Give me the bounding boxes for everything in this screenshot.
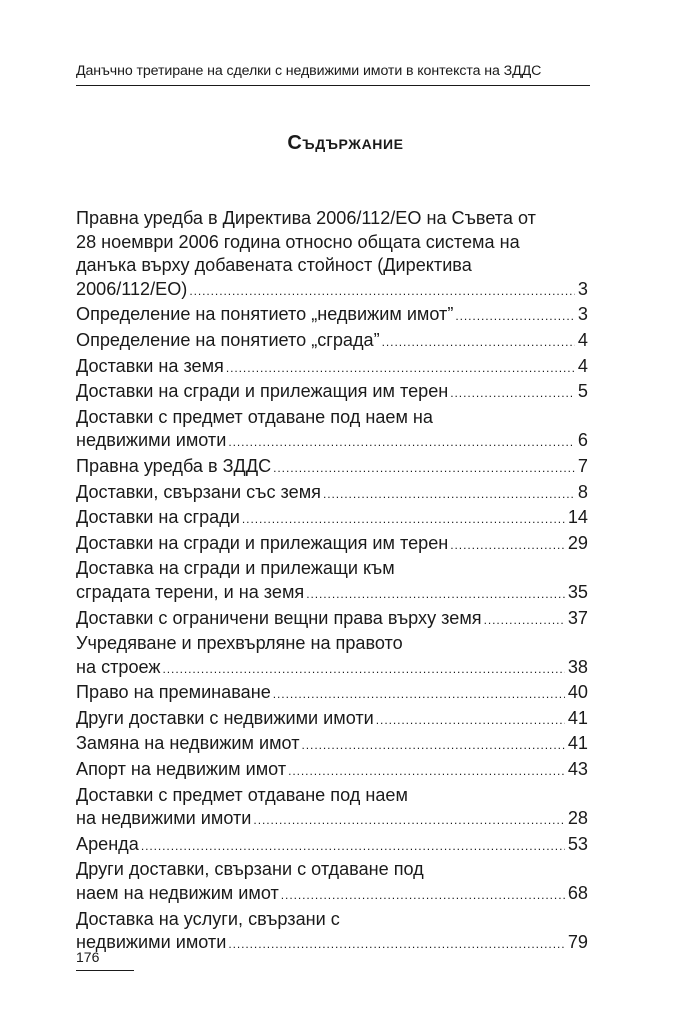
toc-page-number: 4 bbox=[577, 329, 588, 350]
toc-entry-lastline bbox=[76, 481, 588, 507]
toc-dot-leader bbox=[450, 382, 575, 406]
toc-entry-title: наем на недвижим имот bbox=[76, 883, 279, 904]
toc-entry-line: Доставки с предмет отдаване под наем на bbox=[76, 406, 433, 427]
toc-entry bbox=[76, 732, 588, 758]
toc-page-number: 43 bbox=[567, 759, 588, 780]
toc-entry-title: Доставки на земя bbox=[76, 355, 224, 376]
toc-dot-leader bbox=[226, 357, 575, 381]
toc-entry-lastline bbox=[76, 833, 588, 859]
toc-entry bbox=[76, 532, 588, 558]
toc-entry bbox=[76, 406, 588, 455]
toc-entry-title: Право на преминаване bbox=[76, 682, 271, 703]
toc-entry bbox=[76, 557, 588, 606]
toc-page-number: 41 bbox=[567, 733, 588, 754]
toc-entry-lastline bbox=[76, 681, 588, 707]
toc-entry-title: Аренда bbox=[76, 833, 139, 854]
toc-page-number: 5 bbox=[577, 381, 588, 402]
toc-page-number: 37 bbox=[567, 607, 588, 628]
page-number: 176 bbox=[76, 949, 100, 965]
toc-entry-line: 28 ноември 2006 година относно общата система на bbox=[76, 231, 520, 252]
toc-page-number: 28 bbox=[567, 808, 588, 829]
toc-entry-line: Доставки с предмет отдаване под наем bbox=[76, 784, 408, 805]
toc-dot-leader bbox=[306, 583, 565, 607]
toc-entry-lastline bbox=[76, 329, 588, 355]
toc-page-number: 3 bbox=[577, 304, 588, 325]
toc-entry-title: Други доставки с недвижими имоти bbox=[76, 707, 374, 728]
toc-page-number: 79 bbox=[567, 932, 588, 953]
toc-page-number: 4 bbox=[577, 355, 588, 376]
toc-entry-title: на строеж bbox=[76, 656, 161, 677]
toc-entry-title: Доставки на сгради bbox=[76, 507, 240, 528]
toc-page-number: 35 bbox=[567, 581, 588, 602]
toc-entry bbox=[76, 481, 588, 507]
toc-entry bbox=[76, 303, 588, 329]
toc-entry-lastline bbox=[76, 758, 588, 784]
toc-page-number: 6 bbox=[577, 430, 588, 451]
toc-entry bbox=[76, 355, 588, 381]
toc-dot-leader bbox=[281, 884, 565, 908]
toc-entry bbox=[76, 455, 588, 481]
toc-entry-lastline bbox=[76, 278, 588, 304]
toc-entry-line: данъка върху добавената стойност (Директива bbox=[76, 255, 472, 276]
toc-dot-leader bbox=[189, 280, 575, 304]
toc-entry-lastline bbox=[76, 882, 588, 908]
toc-entry bbox=[76, 681, 588, 707]
toc-page-number: 41 bbox=[567, 707, 588, 728]
toc-entry-title: Апорт на недвижим имот bbox=[76, 759, 287, 780]
toc-entry-line: Други доставки, свързани с отдаване под bbox=[76, 859, 424, 880]
toc-entry-title: Определение на понятието „недвижим имот” bbox=[76, 304, 454, 325]
toc-dot-leader bbox=[450, 534, 565, 558]
toc-entry-lastline bbox=[76, 303, 588, 329]
toc-entry bbox=[76, 380, 588, 406]
toc-entry-lastline bbox=[76, 380, 588, 406]
toc-entry bbox=[76, 632, 588, 681]
toc-entry-title: недвижими имоти bbox=[76, 932, 227, 953]
toc-entry-title: сградата терени, и на земя bbox=[76, 581, 305, 602]
toc-dot-leader bbox=[288, 760, 565, 784]
toc-entry-lastline bbox=[76, 807, 588, 833]
toc-entry-lastline bbox=[76, 532, 588, 558]
toc-entry-line: Правна уредба в Директива 2006/112/ЕО на Съвета от bbox=[76, 208, 536, 228]
toc-entry bbox=[76, 858, 588, 907]
toc-entry bbox=[76, 207, 588, 303]
toc-entry-line: Доставка на услуги, свързани с bbox=[76, 908, 340, 929]
toc-entry-title: Правна уредба в ЗДДС bbox=[76, 455, 272, 476]
toc-entry-lastline bbox=[76, 607, 588, 633]
toc-entry-title: недвижими имоти bbox=[76, 430, 227, 451]
toc-dot-leader bbox=[273, 457, 575, 481]
toc-entry bbox=[76, 908, 588, 957]
page-title: Съдържание bbox=[287, 132, 404, 154]
toc-entry-lastline bbox=[76, 355, 588, 381]
toc-dot-leader bbox=[376, 709, 565, 733]
toc-entry-lastline bbox=[76, 931, 588, 957]
toc-page-number: 8 bbox=[577, 481, 588, 502]
toc-entry-title: Определение на понятието „сграда” bbox=[76, 329, 380, 350]
toc-entry-lastline bbox=[76, 581, 588, 607]
toc-dot-leader bbox=[382, 331, 575, 355]
toc-entry bbox=[76, 329, 588, 355]
toc-page-number: 68 bbox=[567, 883, 588, 904]
toc-dot-leader bbox=[484, 609, 565, 633]
toc-entry-line: Доставка на сгради и прилежащи към bbox=[76, 558, 395, 579]
toc-entry-title: Доставки на сгради и прилежащия им терен bbox=[76, 381, 449, 402]
toc-entry-lastline bbox=[76, 732, 588, 758]
toc-dot-leader bbox=[253, 809, 564, 833]
toc-entry bbox=[76, 607, 588, 633]
toc-entry-line: Учредяване и прехвърляне на правото bbox=[76, 633, 403, 654]
toc-page-number: 3 bbox=[577, 278, 588, 299]
toc-entry-title: Замяна на недвижим имот bbox=[76, 733, 300, 754]
toc-dot-leader bbox=[228, 933, 565, 957]
toc-page-number: 14 bbox=[567, 507, 588, 528]
toc-entry bbox=[76, 758, 588, 784]
toc-dot-leader bbox=[141, 835, 565, 859]
toc-entry-title: Доставки с ограничени вещни права върху земя bbox=[76, 607, 482, 628]
toc-page-number: 7 bbox=[577, 455, 588, 476]
toc-dot-leader bbox=[273, 683, 565, 707]
toc-entry-lastline bbox=[76, 455, 588, 481]
toc-entry bbox=[76, 784, 588, 833]
toc-entry-title: Доставки, свързани със земя bbox=[76, 481, 321, 502]
toc-dot-leader bbox=[323, 483, 575, 507]
toc-dot-leader bbox=[228, 431, 575, 455]
toc-entry-title: Доставки на сгради и прилежащия им терен bbox=[76, 532, 449, 553]
toc-entry bbox=[76, 833, 588, 859]
header-rule bbox=[76, 85, 590, 86]
toc-entry-lastline bbox=[76, 656, 588, 682]
toc-dot-leader bbox=[302, 734, 565, 758]
toc-dot-leader bbox=[242, 508, 565, 532]
toc-entry-lastline bbox=[76, 429, 588, 455]
toc-page-number: 29 bbox=[567, 532, 588, 553]
toc-entry-lastline bbox=[76, 707, 588, 733]
toc-entry bbox=[76, 506, 588, 532]
toc-page-number: 40 bbox=[567, 682, 588, 703]
toc-entry bbox=[76, 707, 588, 733]
toc-entry-lastline bbox=[76, 506, 588, 532]
toc-dot-leader bbox=[163, 658, 565, 682]
running-header: Данъчно третиране на сделки с недвижими имоти в контекста на ЗДДС bbox=[76, 63, 542, 79]
toc-entry-title: на недвижими имоти bbox=[76, 808, 252, 829]
toc-entry-title: 2006/112/ЕО) bbox=[76, 278, 188, 299]
toc-page-number: 38 bbox=[567, 656, 588, 677]
table-of-contents bbox=[76, 207, 588, 957]
toc-page-number: 53 bbox=[567, 833, 588, 854]
toc-dot-leader bbox=[455, 305, 575, 329]
footer-rule bbox=[76, 970, 134, 971]
